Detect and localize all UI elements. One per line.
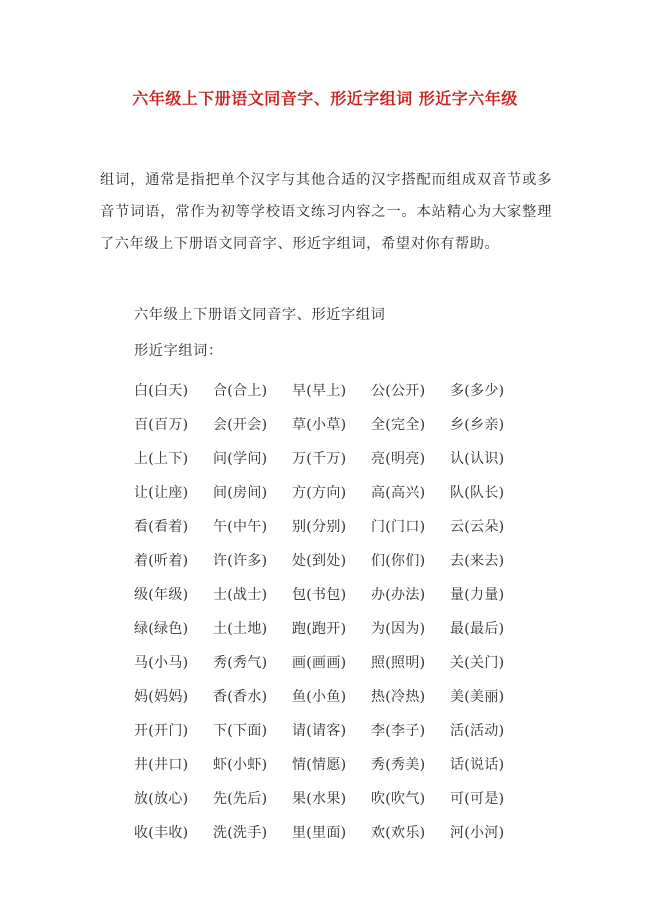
word-entry: 下(下面) (213, 723, 268, 739)
word-entry: 秀(秀气) (213, 655, 268, 671)
word-entry: 收(丰收) (134, 825, 189, 841)
word-row (134, 577, 534, 611)
word-entry: 草(小草) (292, 417, 347, 433)
word-entry: 让(让座) (134, 485, 189, 501)
word-entry: 别(分别) (292, 519, 347, 535)
word-entry: 门(门口) (371, 519, 426, 535)
word-entry: 方(方向) (292, 485, 347, 501)
word-row (134, 815, 534, 849)
word-row (134, 781, 534, 815)
word-row (134, 373, 534, 407)
word-entry: 云(云朵) (450, 519, 505, 535)
word-entry: 着(听着) (134, 553, 189, 569)
word-entry: 看(看着) (134, 519, 189, 535)
word-row (134, 611, 534, 645)
word-entry: 美(美丽) (450, 689, 505, 705)
word-entry: 亮(明亮) (371, 451, 426, 467)
word-entry: 处(到处) (292, 553, 347, 569)
word-row (134, 407, 534, 441)
word-entry: 洗(洗手) (213, 825, 268, 841)
word-entry: 早(早上) (292, 383, 347, 399)
word-entry: 队(队长) (450, 485, 505, 501)
word-entry: 士(战士) (213, 587, 268, 603)
word-entry: 公(公开) (371, 383, 426, 399)
word-entry: 最(最后) (450, 621, 505, 637)
word-entry: 去(来去) (450, 553, 505, 569)
word-entry: 画(画画) (292, 655, 347, 671)
word-entry: 上(上下) (134, 451, 189, 467)
word-entry: 果(水果) (292, 791, 347, 807)
word-entry: 活(活动) (450, 723, 505, 739)
word-grid (134, 373, 534, 849)
word-entry: 妈(妈妈) (134, 689, 189, 705)
word-entry: 照(照明) (371, 655, 426, 671)
word-entry: 可(可是) (450, 791, 505, 807)
word-entry: 鱼(小鱼) (292, 689, 347, 705)
word-entry: 乡(乡亲) (450, 417, 505, 433)
word-entry: 话(说话) (450, 757, 505, 773)
word-row (134, 441, 534, 475)
word-row (134, 509, 534, 543)
section-subtitle: 六年级上下册语文同音字、形近字组词 (134, 307, 386, 323)
document-title: 六年级上下册语文同音字、形近字组词 形近字六年级 (132, 89, 518, 108)
word-entry: 为(因为) (371, 621, 426, 637)
word-entry: 量(力量) (450, 587, 505, 603)
word-entry: 马(小马) (134, 655, 189, 671)
word-row (134, 543, 534, 577)
word-entry: 秀(秀美) (371, 757, 426, 773)
word-entry: 欢(欢乐) (371, 825, 426, 841)
word-entry: 吹(吹气) (371, 791, 426, 807)
intro-paragraph: 组词，通常是指把单个汉字与其他合适的汉字搭配而组成双音节或多音节词语，常作为初等学校语文练习内容之一。本站精心为大家整理了六年级上下册语文同音字、形近字组词，希望对你有帮助。 (100, 172, 552, 252)
word-entry: 热(冷热) (371, 689, 426, 705)
word-entry: 关(关门) (450, 655, 505, 671)
word-entry: 包(书包) (292, 587, 347, 603)
word-entry: 级(年级) (134, 587, 189, 603)
word-entry: 多(多少) (450, 383, 505, 399)
word-entry: 们(你们) (371, 553, 426, 569)
word-entry: 问(学问) (213, 451, 268, 467)
word-entry: 办(办法) (371, 587, 426, 603)
word-entry: 全(完全) (371, 417, 426, 433)
word-entry: 绿(绿色) (134, 621, 189, 637)
word-entry: 跑(跑开) (292, 621, 347, 637)
word-entry: 白(白天) (134, 383, 189, 399)
word-entry: 合(合上) (213, 383, 268, 399)
word-entry: 开(开门) (134, 723, 189, 739)
word-entry: 认(认识) (450, 451, 505, 467)
word-entry: 间(房间) (213, 485, 268, 501)
word-row (134, 645, 534, 679)
word-entry: 井(井口) (134, 757, 189, 773)
section-label: 形近字组词： (134, 343, 223, 359)
word-entry: 午(中午) (213, 519, 268, 535)
word-entry: 会(开会) (213, 417, 268, 433)
word-row (134, 713, 534, 747)
word-entry: 李(李子) (371, 723, 426, 739)
word-entry: 虾(小虾) (213, 757, 268, 773)
word-entry: 万(千万) (292, 451, 347, 467)
word-entry: 先(先后) (213, 791, 268, 807)
word-entry: 河(小河) (450, 825, 505, 841)
word-row (134, 747, 534, 781)
word-entry: 百(百万) (134, 417, 189, 433)
word-entry: 里(里面) (292, 825, 347, 841)
word-row (134, 475, 534, 509)
word-entry: 许(许多) (213, 553, 268, 569)
word-entry: 土(土地) (213, 621, 268, 637)
word-entry: 放(放心) (134, 791, 189, 807)
word-row (134, 679, 534, 713)
word-entry: 高(高兴) (371, 485, 426, 501)
word-entry: 请(请客) (292, 723, 347, 739)
word-entry: 情(情愿) (292, 757, 347, 773)
word-entry: 香(香水) (213, 689, 268, 705)
